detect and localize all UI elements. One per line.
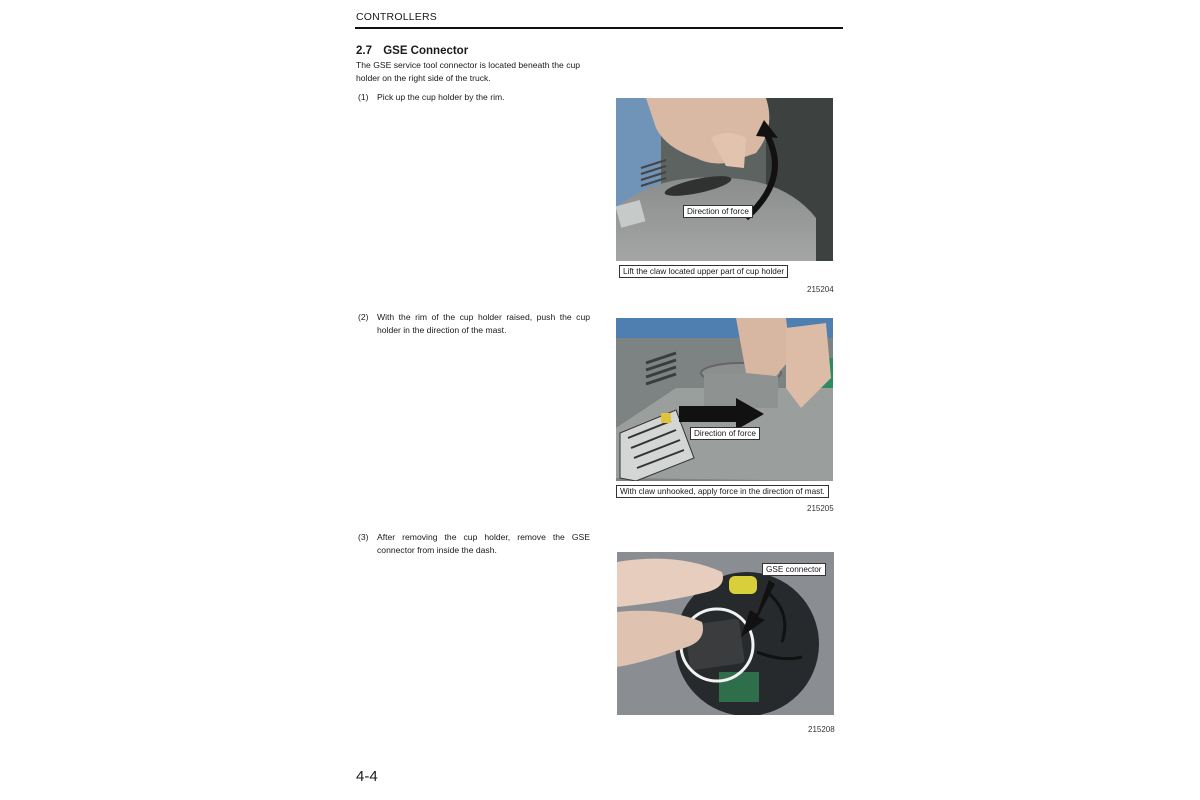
section-intro: The GSE service tool connector is located beneath the cup holder on the right side of the truck.	[356, 60, 581, 83]
step-text: After removing the cup holder, remove the GSE connector from inside the dash.	[377, 532, 590, 555]
figure-caption: Lift the claw located upper part of cup holder	[619, 265, 788, 278]
photo-gse-connector	[617, 552, 834, 715]
figure-215204-photo	[616, 98, 833, 261]
figure-label: Direction of force	[683, 205, 753, 218]
page-number: 4-4	[356, 768, 378, 785]
step-1	[358, 91, 590, 104]
figure-caption: With claw unhooked, apply force in the direction of mast.	[616, 485, 829, 498]
step-text: Pick up the cup holder by the rim.	[377, 92, 505, 102]
step-text: With the rim of the cup holder raised, push the cup holder in the direction of the mast.	[377, 312, 590, 335]
section-number: 2.7	[356, 45, 372, 57]
step-number: (2)	[358, 312, 369, 322]
figure-215205-photo	[616, 318, 833, 481]
section-title	[356, 45, 468, 57]
step-number: (1)	[358, 92, 369, 102]
figure-label: GSE connector	[762, 563, 826, 576]
figure-label: Direction of force	[690, 427, 760, 440]
figure-id: 215204	[807, 285, 834, 294]
step-2	[358, 311, 590, 336]
header-rule	[355, 27, 843, 29]
step-3	[358, 531, 590, 556]
photo-push-cup-holder	[616, 318, 833, 481]
figure-id: 215208	[808, 725, 835, 734]
figure-215208-photo	[617, 552, 834, 715]
photo-lift-claw	[616, 98, 833, 261]
figure-id: 215205	[807, 504, 834, 513]
running-head: CONTROLLERS	[356, 11, 437, 23]
step-number: (3)	[358, 532, 369, 542]
section-title-text: GSE Connector	[383, 45, 469, 57]
